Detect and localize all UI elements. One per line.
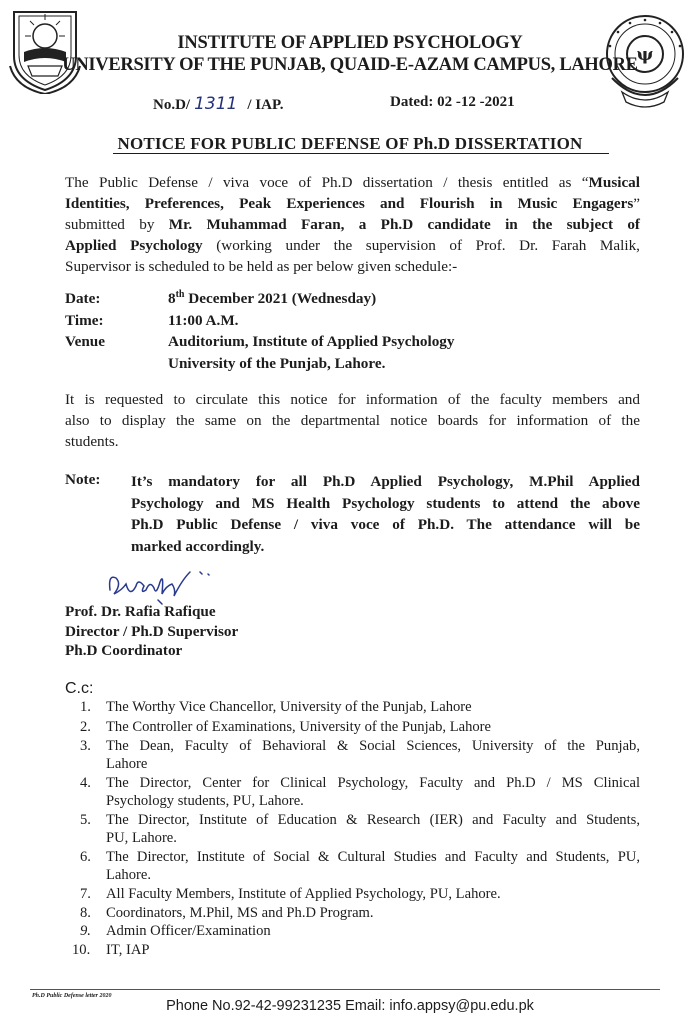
svg-text:ψ: ψ [636, 44, 654, 65]
candidate-name: Mr. Muhammad Faran, a Ph.D candidate in the subject of [168, 216, 640, 233]
note-label: Note: [65, 471, 101, 488]
intro-text: Supervisor is scheduled to be held as per below given schedule:- [65, 258, 458, 275]
ref-prefix: No.D/ [153, 97, 191, 113]
cc-text: Lahore [106, 756, 148, 773]
cc-text: The Director, Institute of Social & Cultural Studies and Faculty and Students, PU, [106, 849, 640, 865]
cc-number: 5. [80, 812, 91, 828]
request-paragraph [65, 389, 640, 452]
notice-title: NOTICE FOR PUBLIC DEFENSE OF Ph.D DISSERTATION [117, 134, 583, 153]
cc-number: 7. [80, 886, 91, 902]
cc-text: Lahore. [106, 867, 151, 884]
intro-text: The Public Defense / viva voce of Ph.D dissertation / thesis entitled as “ [65, 174, 589, 191]
university-name: UNIVERSITY OF THE PUNJAB, QUAID-E-AZAM CAMPUS, LAHORE [62, 54, 638, 76]
intro-paragraph [65, 172, 640, 277]
letter-date: Dated: 02 -12 -2021 [390, 94, 515, 110]
time-label: Time: [65, 312, 104, 329]
cc-text: The Director, Center for Clinical Psychology, Faculty and Ph.D / MS Clinical [106, 775, 640, 791]
cc-number: 3. [80, 738, 91, 754]
request-line: also to display the same on the departmental notice boards for information of the [65, 412, 640, 429]
institute-name: INSTITUTE OF APPLIED PSYCHOLOGY [177, 32, 523, 54]
request-line: students. [65, 433, 119, 450]
supervisor-text: (working under the supervision of Prof. Dr. Farah Malik, [202, 237, 640, 254]
note-line: Ph.D Public Defense / viva voce of Ph.D. The attendance will be [131, 516, 640, 533]
cc-number: 2. [80, 719, 91, 735]
defense-time: 11:00 A.M. [168, 312, 239, 329]
cc-number: 6. [80, 849, 91, 865]
cc-number: 10. [72, 942, 91, 958]
venue-line-2: University of the Punjab, Lahore. [168, 355, 386, 372]
signatory-name: Prof. Dr. Rafia Rafique [65, 603, 216, 620]
note-line: marked accordingly. [131, 537, 265, 555]
cc-number: 4. [80, 775, 91, 791]
ref-number: 1311 [194, 94, 238, 114]
date-ordinal: th [175, 289, 185, 300]
date-label: Date: [65, 290, 101, 307]
closing-quote: ” [633, 195, 640, 212]
cc-text: PU, Lahore. [106, 830, 177, 847]
file-reference-note: Ph.D Public Defense letter 2020 [32, 993, 112, 999]
title-underline [113, 153, 609, 154]
ref-suffix: / IAP. [247, 97, 284, 113]
cc-number: 1. [80, 699, 91, 715]
cc-text: Coordinators, M.Phil, MS and Ph.D Program. [106, 905, 374, 921]
cc-text: Psychology students, PU, Lahore. [106, 793, 304, 810]
cc-text: The Dean, Faculty of Behavioral & Social Sciences, University of the Punjab, [106, 738, 640, 754]
defense-date [168, 290, 376, 308]
note-line: It’s mandatory for all Ph.D Applied Psychology, M.Phil Applied [131, 473, 640, 490]
reference-number [153, 94, 283, 114]
request-line: It is requested to circulate this notice for information of the faculty members and [65, 391, 640, 408]
thesis-title-start: Musical [588, 174, 640, 191]
cc-text: Admin Officer/Examination [106, 923, 271, 939]
subject-name: Applied Psychology [65, 237, 203, 254]
signatory-role: Director / Ph.D Supervisor [65, 623, 239, 640]
note-line: Psychology and MS Health Psychology students to attend the above [131, 494, 640, 512]
cc-text: IT, IAP [106, 942, 150, 958]
cc-text: The Director, Institute of Education & Research (IER) and Faculty and Students, [106, 812, 640, 828]
date-day: 8 [168, 290, 176, 307]
cc-number: 9. [80, 923, 91, 939]
signatory-role-2: Ph.D Coordinator [65, 642, 183, 659]
cc-text: The Controller of Examinations, University of the Punjab, Lahore [106, 719, 492, 735]
venue-label: Venue [65, 333, 105, 350]
thesis-title: Identities, Preferences, Peak Experiences and Flourish in Music Engagers [65, 195, 634, 212]
contact-info: Phone No.92-42-99231235 Email: info.appsy@pu.edu.pk [166, 998, 534, 1014]
cc-label: C.c: [65, 680, 94, 697]
venue-line-1: Auditorium, Institute of Applied Psychology [168, 333, 455, 350]
intro-text: submitted by [65, 216, 169, 233]
footer-divider [30, 989, 660, 990]
cc-number: 8. [80, 905, 91, 921]
cc-text: The Worthy Vice Chancellor, University of the Punjab, Lahore [106, 699, 472, 715]
cc-text: All Faculty Members, Institute of Applied Psychology, PU, Lahore. [106, 886, 501, 902]
note-text [131, 471, 640, 557]
date-rest: December 2021 (Wednesday) [184, 290, 377, 307]
